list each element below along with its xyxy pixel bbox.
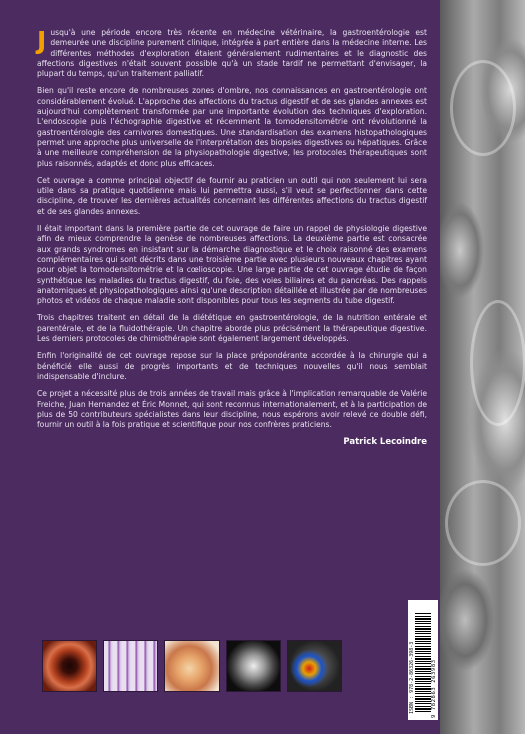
dropcap-letter: J <box>37 26 47 55</box>
ct-scan-thumbnail <box>226 640 281 692</box>
mucosa-fold <box>450 60 516 156</box>
isbn-digits: 9 782863 263983 <box>431 659 437 718</box>
paragraph-5: Trois chapitres traitent en détail de la diététique en gastroentérologie, de la nutrition entérale et parentérale, et de la fluidothérapie. Un chapitre aborde plus précisément la thérapeutique digestive. Les derniers protocoles de chimiothérapie sont également largement développés. <box>37 313 427 344</box>
paragraph-4: Il était important dans la première partie de cet ouvrage de faire un rappel de physiologie digestive afin de mieux comprendre la genèse de nombreuses affections. La deuxième partie est consacrée aux grands syndromes en insistant sur la démarche diagnostique et le choix raisonné des examens complémentaires qui sont décrits dans une troisième partie avec plusieurs nouveaux chapitres ayant pour objet la tomodensitométrie et la cœlioscopie. Une large partie de cet ouvrage étudie de façon synthétique les maladies du tractus digestif, du foie, des voies biliaires et du pancréas. Des rappels anatomiques et physiopathologiques ainsi qu'une description détaillée et illustrée par de nombreuses photos et vidéos de chaque maladie sont disponibles pour tous les segments du tube digestif. <box>37 224 427 306</box>
paragraph-7: Ce projet a nécessité plus de trois années de travail mais grâce à l'implication remarquable de Valérie Freiche, Juan Hernandez et Éric Monnet, qui sont reconnus internationalement, et à la participation de plus de 50 contributeurs spécialistes dans leur discipline, nous espérons avoir relevé ce double défi, fournir un outil à la fois pratique et scientifique pour nos confrères praticiens. <box>37 389 427 430</box>
paragraph-2: Bien qu'il reste encore de nombreuses zones d'ombre, nos connaissances en gastroentérologie ont considérablement évolué. L'approche des affections du tractus digestif et de ses glandes annexes est aujourd'hui complètement transformée par une importante évolution des techniques d'exploration. L'endoscopie puis l'échographie digestive et récemment la tomodensitométrie ont révolutionné la gastroentérologie des carnivores domestiques. Une standardisation des examens histopathologiques permet une approche plus universelle de l'interprétation des biopsies digestives ou hépatiques. Grâce à une meilleure compréhension de la physiopathologie digestive, les protocoles thérapeutiques sont plus raisonnés, adaptés et donc plus efficaces. <box>37 86 427 168</box>
doppler-ultrasound-thumbnail <box>287 640 342 692</box>
paragraph-6: Enfin l'originalité de cet ouvrage repose sur la place prépondérante accordée à la chirurgie qui a bénéficié elle aussi de progrès importants et de techniques nouvelles qu'il nous semblait indispensable d'inclure. <box>37 351 427 381</box>
isbn-barcode <box>408 600 438 720</box>
endoscopy-thumbnail <box>42 640 97 692</box>
paragraph-text: usqu'à une période encore très récente en médecine vétérinaire, la gastroentérologie est demeurée une discipline purement clinique, intégrée à part entière dans la médecine interne. Les différentes méthodes d'exploration étaient généralement rudimentaires et le diagnostic des affections digestives n'était souvent possible qu'à un stade tardif ne permettant d'envisager, la plupart du temps, qu'un traitement palliatif. <box>37 28 427 79</box>
surgery-thumbnail <box>164 640 219 692</box>
mucosa-fold <box>445 480 521 566</box>
endoscopy-photo-strip <box>440 0 525 734</box>
author-signature: Patrick Lecoindre <box>343 437 427 448</box>
thumbnail-row <box>42 640 342 692</box>
barcode-rotated <box>408 600 438 720</box>
barcode-bars <box>415 612 431 712</box>
back-cover-text <box>37 28 427 448</box>
isbn-label: ISBN : 978-2-86326-398-3 <box>409 641 415 714</box>
histology-thumbnail <box>103 640 158 692</box>
paragraph-3: Cet ouvrage a comme principal objectif de fournir au praticien un outil qui non seulement lui sera utile dans sa pratique quotidienne mais lui permettra aussi, s'il veut se perfectionner dans cette discipline, de trouver les dernières actualités concernant les différentes affections du tractus digestif et de ses glandes annexes. <box>37 175 427 216</box>
mucosa-fold <box>470 300 525 426</box>
paragraph-1 <box>37 28 427 79</box>
